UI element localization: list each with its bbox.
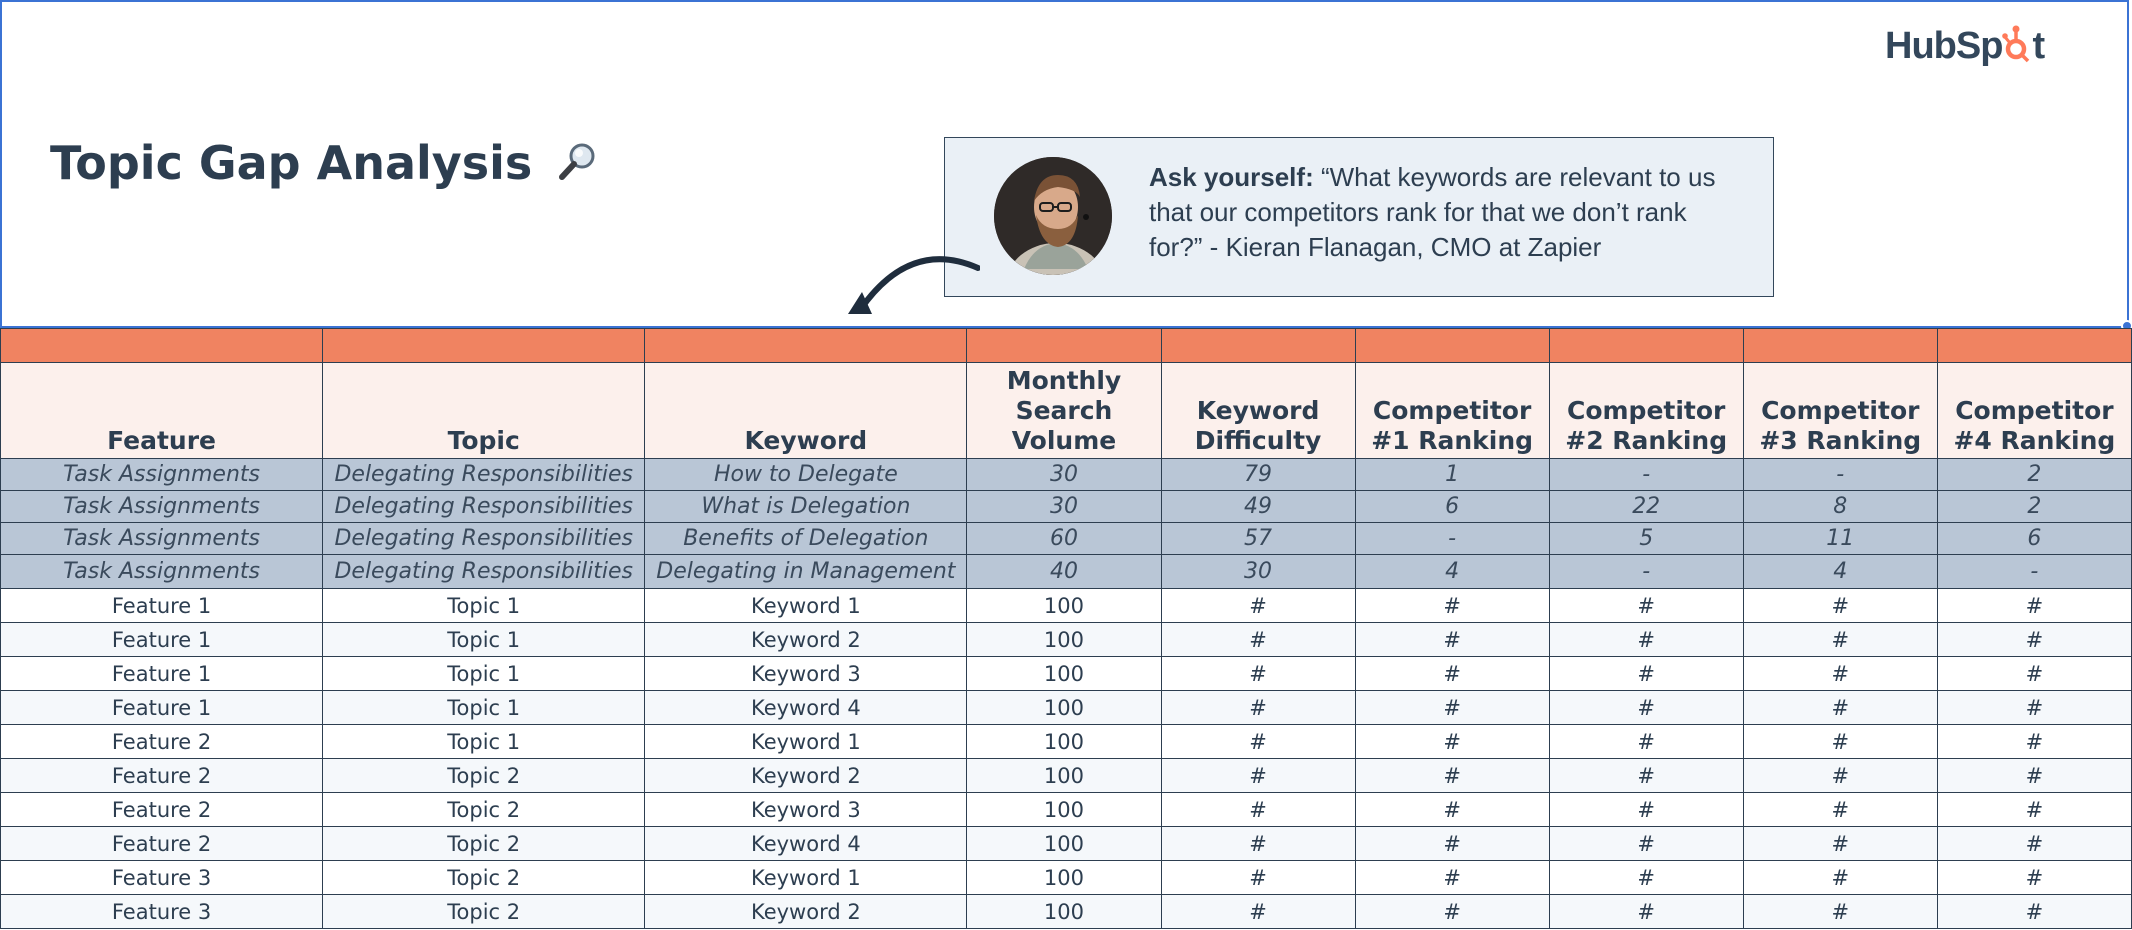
table-cell[interactable]: 100 [967,827,1161,861]
table-cell[interactable]: 30 [967,459,1161,491]
table-cell[interactable]: # [1743,725,1937,759]
table-cell[interactable]: Topic 2 [323,861,645,895]
table-cell[interactable]: Feature 1 [1,691,323,725]
table-cell[interactable]: 2 [1937,491,2131,523]
accent-cell[interactable] [967,329,1161,363]
accent-cell[interactable] [1,329,323,363]
table-cell[interactable]: # [1743,657,1937,691]
table-cell[interactable]: # [1355,827,1549,861]
accent-cell[interactable] [645,329,967,363]
table-cell[interactable]: # [1355,691,1549,725]
table-cell[interactable]: 60 [967,523,1161,555]
table-cell[interactable]: # [1355,657,1549,691]
table-cell[interactable]: # [1743,759,1937,793]
column-header[interactable]: Keyword Difficulty [1161,363,1355,459]
table-cell[interactable]: Topic 1 [323,623,645,657]
table-cell[interactable]: # [1937,827,2131,861]
table-cell[interactable]: # [1355,725,1549,759]
table-cell[interactable]: Keyword 2 [645,759,967,793]
table-cell[interactable]: 100 [967,793,1161,827]
table-cell[interactable]: # [1937,691,2131,725]
table-cell[interactable]: Delegating Responsibilities [323,459,645,491]
table-cell[interactable]: 100 [967,759,1161,793]
table-header-row [1,363,2132,459]
table-row [1,895,2132,929]
portrait-image [994,157,1112,275]
table-cell[interactable]: # [1743,793,1937,827]
table-cell[interactable]: Keyword 1 [645,725,967,759]
table-cell[interactable]: Delegating in Management [645,555,967,589]
accent-bar-row [1,329,2132,363]
table-cell[interactable]: Topic 1 [323,657,645,691]
example-row [1,459,2132,491]
table-cell[interactable]: # [1161,725,1355,759]
table-cell[interactable]: 100 [967,623,1161,657]
table-row [1,725,2132,759]
table-cell[interactable]: Keyword 4 [645,691,967,725]
table-cell[interactable]: Feature 1 [1,657,323,691]
header-drawing[interactable] [0,0,2129,328]
table-cell[interactable]: # [1743,589,1937,623]
accent-cell[interactable] [1161,329,1355,363]
table-cell[interactable]: Feature 2 [1,759,323,793]
column-header[interactable]: Competitor #3 Ranking [1743,363,1937,459]
column-header[interactable]: Feature [1,363,323,459]
table-cell[interactable]: Keyword 3 [645,657,967,691]
magnifying-glass-icon [556,139,600,183]
table-row [1,623,2132,657]
accent-cell[interactable] [1549,329,1743,363]
table-cell[interactable]: Task Assignments [1,555,323,589]
table-cell[interactable]: # [1743,861,1937,895]
table-cell[interactable]: How to Delegate [645,459,967,491]
table-cell[interactable]: Delegating Responsibilities [323,523,645,555]
table-cell[interactable]: - [1355,523,1549,555]
table-cell[interactable]: # [1355,623,1549,657]
gap-analysis-table-wrapper [0,328,2132,929]
table-cell[interactable]: # [1355,895,1549,929]
table-cell[interactable]: Keyword 4 [645,827,967,861]
accent-cell[interactable] [1355,329,1549,363]
table-cell[interactable]: 100 [967,895,1161,929]
quote-body: “What keywords are relevant to us that our competitors rank for that we don’t rank for?” - Kieran Flanagan, CMO at Zapier [1149,162,1716,262]
table-cell[interactable]: # [1549,827,1743,861]
table-cell[interactable]: Topic 2 [323,793,645,827]
table-cell[interactable]: # [1743,623,1937,657]
table-cell[interactable]: # [1355,759,1549,793]
table-cell[interactable]: # [1549,623,1743,657]
table-cell[interactable]: # [1549,691,1743,725]
gap-analysis-table [0,328,2132,929]
table-cell[interactable]: Topic 1 [323,691,645,725]
table-cell[interactable]: 5 [1549,523,1743,555]
page-title [50,136,600,190]
table-cell[interactable]: # [1549,657,1743,691]
table-cell[interactable]: 100 [967,725,1161,759]
table-cell[interactable]: 100 [967,691,1161,725]
table-row [1,691,2132,725]
table-cell[interactable]: 6 [1355,491,1549,523]
table-cell[interactable]: Keyword 1 [645,861,967,895]
table-cell[interactable]: # [1355,861,1549,895]
table-cell[interactable]: # [1937,725,2131,759]
table-cell[interactable]: # [1161,691,1355,725]
sprocket-icon [2002,24,2032,64]
column-header[interactable]: Monthly Search Volume [967,363,1161,459]
table-row [1,657,2132,691]
table-cell[interactable]: # [1549,861,1743,895]
table-cell[interactable]: # [1743,827,1937,861]
quote-card [944,137,1774,297]
table-cell[interactable]: 30 [1161,555,1355,589]
table-row [1,861,2132,895]
table-cell[interactable]: - [1743,459,1937,491]
table-cell[interactable]: # [1161,895,1355,929]
table-cell[interactable]: Task Assignments [1,523,323,555]
table-cell[interactable]: # [1937,623,2131,657]
column-header[interactable]: Competitor #4 Ranking [1937,363,2131,459]
table-cell[interactable]: Feature 3 [1,895,323,929]
table-cell[interactable]: 30 [967,491,1161,523]
table-cell[interactable]: # [1161,623,1355,657]
table-cell[interactable]: - [1549,555,1743,589]
column-header[interactable]: Competitor #2 Ranking [1549,363,1743,459]
logo-text-left: HubSp [1885,25,2003,67]
table-cell[interactable]: 11 [1743,523,1937,555]
table-cell[interactable]: 79 [1161,459,1355,491]
table-cell[interactable]: 100 [967,589,1161,623]
table-cell[interactable]: 49 [1161,491,1355,523]
table-cell[interactable]: Feature 2 [1,793,323,827]
table-cell[interactable]: # [1549,793,1743,827]
column-header[interactable]: Competitor #1 Ranking [1355,363,1549,459]
table-cell[interactable]: Keyword 2 [645,895,967,929]
table-cell[interactable]: # [1355,793,1549,827]
table-cell[interactable]: # [1937,793,2131,827]
table-cell[interactable]: Delegating Responsibilities [323,491,645,523]
table-cell[interactable]: 100 [967,861,1161,895]
table-cell[interactable]: Feature 2 [1,725,323,759]
table-cell[interactable]: Topic 1 [323,725,645,759]
column-header[interactable]: Keyword [645,363,967,459]
table-cell[interactable]: # [1161,657,1355,691]
table-cell[interactable]: # [1937,759,2131,793]
table-cell[interactable]: # [1161,793,1355,827]
example-row [1,555,2132,589]
table-cell[interactable]: 40 [967,555,1161,589]
table-cell[interactable]: # [1937,589,2131,623]
table-cell[interactable]: Feature 3 [1,861,323,895]
table-cell[interactable]: Feature 1 [1,623,323,657]
accent-cell[interactable] [1937,329,2131,363]
table-cell[interactable]: # [1161,589,1355,623]
accent-cell[interactable] [1743,329,1937,363]
table-cell[interactable]: Topic 1 [323,589,645,623]
logo-text-right: t [2032,25,2045,67]
table-cell[interactable]: # [1937,657,2131,691]
table-cell[interactable]: Feature 1 [1,589,323,623]
table-cell[interactable]: Topic 2 [323,827,645,861]
table-cell[interactable]: 57 [1161,523,1355,555]
table-row [1,793,2132,827]
table-cell[interactable]: # [1549,759,1743,793]
table-cell[interactable]: 4 [1743,555,1937,589]
column-header[interactable]: Topic [323,363,645,459]
accent-cell[interactable] [323,329,645,363]
page-title-text: Topic Gap Analysis [50,136,533,190]
table-cell[interactable]: 22 [1549,491,1743,523]
table-cell[interactable]: # [1937,895,2131,929]
table-cell[interactable]: Delegating Responsibilities [323,555,645,589]
table-cell[interactable]: Keyword 2 [645,623,967,657]
table-row [1,759,2132,793]
table-cell[interactable]: # [1743,691,1937,725]
table-cell[interactable]: - [1549,459,1743,491]
table-row [1,589,2132,623]
avatar [994,157,1112,275]
table-cell[interactable]: # [1549,725,1743,759]
table-cell[interactable]: - [1937,555,2131,589]
table-cell[interactable]: # [1743,895,1937,929]
table-cell[interactable]: 2 [1937,459,2131,491]
quote-text [1149,160,1739,265]
example-row [1,523,2132,555]
curved-arrow-icon [840,252,980,322]
table-cell[interactable]: # [1161,827,1355,861]
table-cell[interactable]: 6 [1937,523,2131,555]
table-cell[interactable]: 4 [1355,555,1549,589]
table-cell[interactable]: What is Delegation [645,491,967,523]
table-cell[interactable]: Benefits of Delegation [645,523,967,555]
table-cell[interactable]: Keyword 1 [645,589,967,623]
table-cell[interactable]: Task Assignments [1,459,323,491]
example-row [1,491,2132,523]
table-cell[interactable]: # [1355,589,1549,623]
table-cell[interactable]: Task Assignments [1,491,323,523]
table-cell[interactable]: 8 [1743,491,1937,523]
table-cell[interactable]: # [1937,861,2131,895]
table-cell[interactable]: # [1161,861,1355,895]
table-cell[interactable]: Feature 2 [1,827,323,861]
table-cell[interactable]: Topic 2 [323,759,645,793]
hubspot-logo [1885,24,2044,74]
table-cell[interactable]: 100 [967,657,1161,691]
quote-lead: Ask yourself: [1149,162,1314,192]
table-cell[interactable]: # [1549,589,1743,623]
table-cell[interactable]: # [1161,759,1355,793]
table-cell[interactable]: # [1549,895,1743,929]
table-cell[interactable]: 1 [1355,459,1549,491]
table-cell[interactable]: Topic 2 [323,895,645,929]
table-row [1,827,2132,861]
table-cell[interactable]: Keyword 3 [645,793,967,827]
